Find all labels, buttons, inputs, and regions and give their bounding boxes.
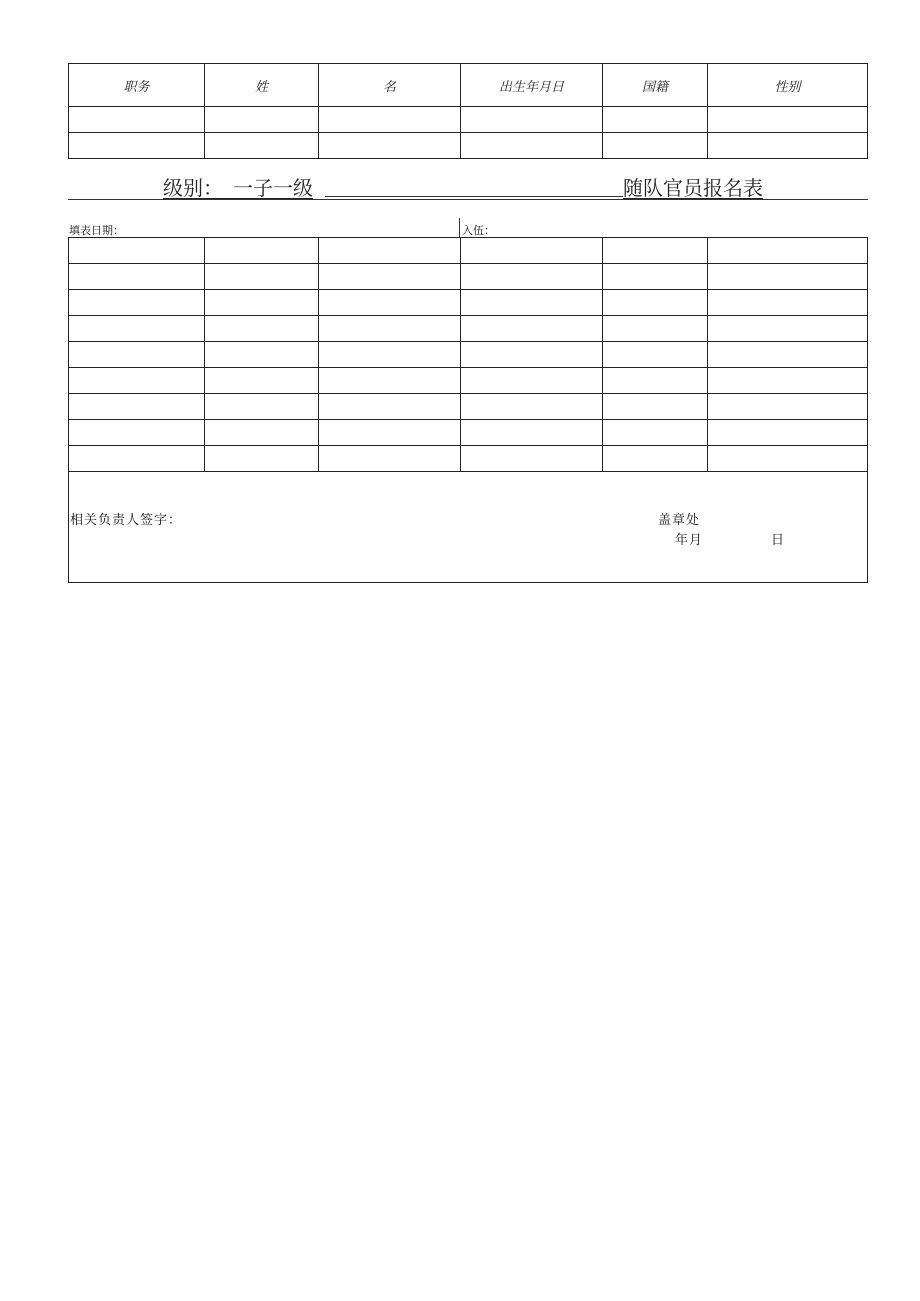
table-row [69, 264, 868, 290]
table-cell[interactable] [319, 133, 461, 159]
table-cell[interactable] [205, 420, 319, 446]
table-cell[interactable] [319, 264, 461, 290]
column-header-birthdate: 出生年月日 [461, 64, 603, 107]
column-header-given-name: 名 [319, 64, 461, 107]
signature-box [68, 470, 868, 583]
table-cell[interactable] [461, 238, 603, 264]
divider-tick [459, 218, 460, 238]
table-cell[interactable] [461, 368, 603, 394]
table-cell[interactable] [603, 420, 708, 446]
table-cell[interactable] [708, 368, 868, 394]
date-day-label: 日 [771, 533, 786, 548]
table-cell[interactable] [708, 446, 868, 472]
table-cell[interactable] [708, 342, 868, 368]
title-underline [325, 196, 623, 197]
table-cell[interactable] [319, 107, 461, 133]
table-cell[interactable] [461, 420, 603, 446]
table-cell[interactable] [69, 264, 205, 290]
table-cell[interactable] [69, 316, 205, 342]
column-header-nationality: 国籍 [603, 64, 708, 107]
table-cell[interactable] [69, 446, 205, 472]
table-cell[interactable] [319, 368, 461, 394]
table-cell[interactable] [708, 290, 868, 316]
team-label: 入伍： [462, 224, 495, 237]
table-cell[interactable] [708, 133, 868, 159]
seal-label: 盖章处 [658, 513, 701, 528]
table-cell[interactable] [461, 316, 603, 342]
table-row [69, 368, 868, 394]
table-cell[interactable] [205, 290, 319, 316]
table-cell[interactable] [603, 368, 708, 394]
table-cell[interactable] [319, 342, 461, 368]
table-cell[interactable] [603, 394, 708, 420]
table-cell[interactable] [205, 238, 319, 264]
table-row [69, 420, 868, 446]
page-title: 随队官员报名表 [623, 176, 763, 200]
date-year-month-label: 年月 [675, 533, 704, 548]
table-row [69, 316, 868, 342]
header-row [69, 64, 868, 107]
table-cell[interactable] [461, 342, 603, 368]
table-row [69, 238, 868, 264]
table-cell[interactable] [461, 446, 603, 472]
table-cell[interactable] [603, 107, 708, 133]
table-row [69, 133, 868, 159]
table-cell[interactable] [205, 446, 319, 472]
table-row [69, 446, 868, 472]
table-cell[interactable] [319, 446, 461, 472]
table-cell[interactable] [603, 133, 708, 159]
table-cell[interactable] [69, 290, 205, 316]
table-cell[interactable] [461, 133, 603, 159]
table-cell[interactable] [69, 368, 205, 394]
table-cell[interactable] [461, 264, 603, 290]
table-cell[interactable] [319, 420, 461, 446]
table-cell[interactable] [205, 368, 319, 394]
table-cell[interactable] [69, 394, 205, 420]
title-divider [68, 199, 868, 200]
header-table [68, 63, 868, 159]
table-cell[interactable] [319, 238, 461, 264]
table-cell[interactable] [69, 420, 205, 446]
table-cell[interactable] [603, 316, 708, 342]
table-cell[interactable] [708, 238, 868, 264]
table-cell[interactable] [708, 394, 868, 420]
table-cell[interactable] [205, 316, 319, 342]
fill-date-label: 填表日期： [69, 224, 124, 237]
table-cell[interactable] [708, 107, 868, 133]
table-cell[interactable] [708, 316, 868, 342]
table-cell[interactable] [205, 133, 319, 159]
table-cell[interactable] [319, 394, 461, 420]
level-label: 级别：_一子一级 [163, 176, 313, 200]
table-cell[interactable] [205, 342, 319, 368]
table-cell[interactable] [69, 238, 205, 264]
table-row [69, 107, 868, 133]
column-header-position: 职务 [69, 64, 205, 107]
table-row [69, 342, 868, 368]
table-cell[interactable] [461, 394, 603, 420]
table-cell[interactable] [69, 133, 205, 159]
officials-table [68, 237, 868, 472]
table-cell[interactable] [461, 107, 603, 133]
table-cell[interactable] [461, 290, 603, 316]
table-cell[interactable] [205, 107, 319, 133]
column-header-gender: 性别 [708, 64, 868, 107]
table-cell[interactable] [205, 394, 319, 420]
table-cell[interactable] [603, 290, 708, 316]
table-cell[interactable] [603, 264, 708, 290]
table-cell[interactable] [708, 420, 868, 446]
table-cell[interactable] [603, 238, 708, 264]
column-header-surname: 姓 [205, 64, 319, 107]
table-cell[interactable] [319, 290, 461, 316]
table-row [69, 290, 868, 316]
table-cell[interactable] [69, 342, 205, 368]
table-cell[interactable] [319, 316, 461, 342]
table-cell[interactable] [708, 264, 868, 290]
table-cell[interactable] [205, 264, 319, 290]
table-row [69, 394, 868, 420]
responsible-signature-label: 相关负责人签字： [70, 513, 183, 528]
table-cell[interactable] [69, 107, 205, 133]
table-cell[interactable] [603, 342, 708, 368]
table-cell[interactable] [603, 446, 708, 472]
